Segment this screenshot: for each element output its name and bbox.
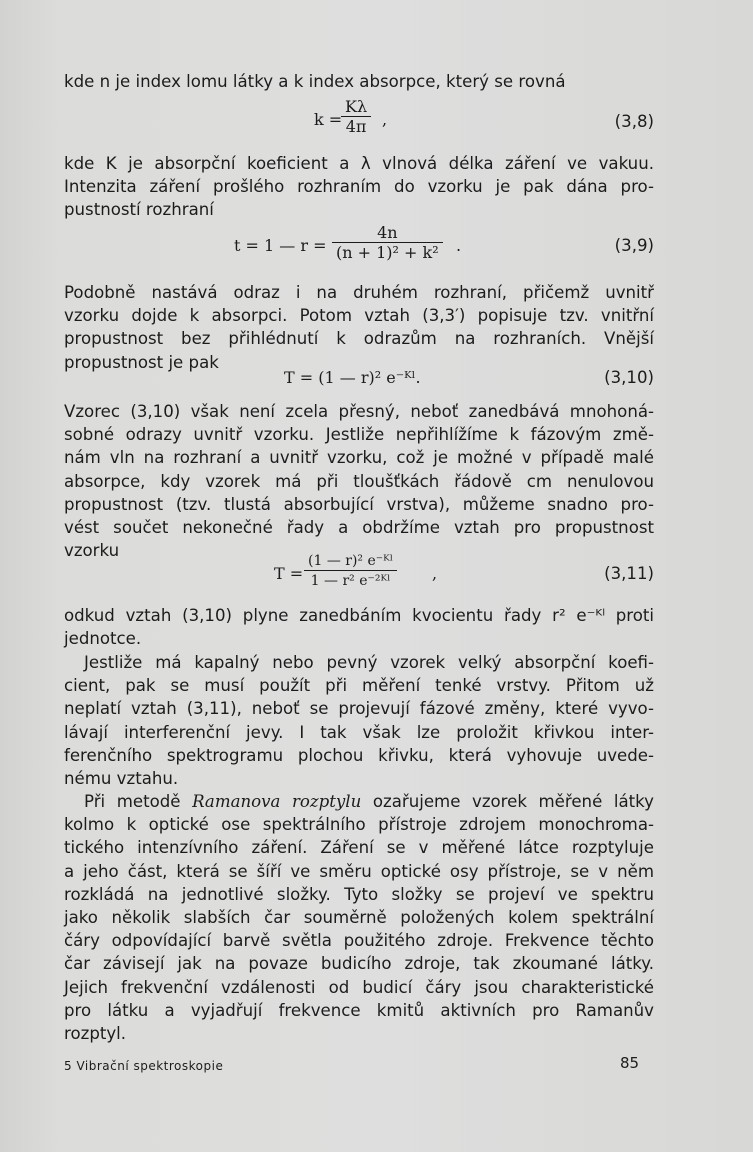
text-line: vzorku dojde k absorpci. Potom vztah (3,3′) popisuje tzv. vnitřní	[64, 306, 654, 326]
paragraph-1	[64, 70, 654, 93]
text-line: jako několik slabších čar souměrně položených kolem spektrální	[64, 908, 654, 928]
text-line: pro látku a vyjadřují frekvence kmitů aktivních pro Ramanův	[64, 1000, 654, 1020]
paragraph-5	[64, 604, 654, 650]
text-line: absorpce, kdy vzorek má při tloušťkách řádově cm nenulovou	[64, 471, 654, 491]
text-line: propustnost bez přihlédnutí k odrazům na rozhraních. Vnější	[64, 329, 654, 349]
text-line: čar závisejí jak na povaze budicího zdroje, tak zkoumané látky.	[64, 954, 654, 974]
text-fragment: ozařujeme vzorek měřené látky	[361, 792, 654, 811]
eq-tail: ,	[432, 564, 438, 583]
eq-fraction	[332, 224, 443, 263]
equation-number: (3,11)	[604, 564, 654, 583]
text-line: propustnost (tzv. tlustá absorbující vrstva), můžeme snadno pro-	[64, 494, 654, 514]
text-line: rozkládá na jednotlivé složky. Tyto složky se projeví ve spektru	[64, 884, 654, 904]
text-line: kde n je index lomu látky a k index absorpce, který se rovná	[64, 72, 566, 91]
equation-3-11	[64, 554, 654, 594]
text-line: rozptyl.	[64, 1024, 127, 1044]
equation-3-9	[64, 224, 654, 264]
paragraph-2	[64, 152, 654, 222]
text-line: vést součet nekonečné řady a obdržíme vztah pro propustnost	[64, 518, 654, 538]
equation-number: (3,9)	[614, 236, 654, 255]
text-line: Podobně nastává odraz i na druhém rozhraní, přičemž uvnitř	[64, 283, 654, 302]
text-line: jednotce.	[64, 629, 142, 649]
text-line: Jejich frekvenční vzdálenosti od budicí čáry jsou charakteristické	[64, 977, 654, 997]
eq-fraction	[304, 552, 397, 591]
eq-denominator: 4π	[345, 117, 367, 136]
text-line	[64, 790, 654, 813]
text-line: cient, pak se musí použít při měření tenké vrstvy. Přitom už	[64, 676, 654, 696]
eq-numerator: 4n	[332, 224, 443, 243]
eq-tail: .	[456, 236, 462, 255]
eq-denominator: 1 — r² e⁻²ᴷˡ	[310, 573, 391, 589]
paragraph-7	[64, 790, 654, 1045]
page-number: 85	[620, 1054, 640, 1072]
text-line: Vzorec (3,10) však není zcela přesný, neboť zanedbává mnohoná-	[64, 402, 654, 421]
paragraph-4	[64, 400, 654, 562]
eq-numerator: (1 — r)² e⁻ᴷˡ	[304, 552, 397, 571]
eq-expression: T = (1 — r)² e⁻ᴷˡ.	[284, 368, 421, 387]
text-line: kde K je absorpční koeficient a λ vlnová délka záření ve vakuu.	[64, 154, 654, 173]
text-line: nému vztahu.	[64, 769, 179, 789]
text-line: a jeho část, která se šíří ve směru optické osy přístroje, se v něm	[64, 861, 654, 881]
paragraph-3	[64, 281, 654, 374]
equation-3-8	[64, 97, 654, 142]
text-line: pustností rozhraní	[64, 200, 214, 220]
text-line: lávají interferenční jevy. I tak však lze proložit křivkou inter-	[64, 722, 654, 742]
text-line: sobné odrazy uvnitř vzorku. Jestliže nepřihlížíme k fázovým změ-	[64, 425, 654, 445]
text-line: čáry odpovídající barvě světla použitého zdroje. Frekvence těchto	[64, 931, 654, 951]
equation-number: (3,8)	[614, 112, 654, 131]
text-line: nám vln na rozhraní a uvnitř vzorku, což je možné v případě malé	[64, 448, 654, 468]
equation-number: (3,10)	[604, 368, 654, 387]
running-footer: 5 Vibrační spektroskopie	[64, 1059, 224, 1073]
text-line: ferenčního spektrogramu plochou křivku, která vyhovuje uvede-	[64, 745, 654, 765]
paragraph-6	[64, 651, 654, 790]
text-line: neplatí vztah (3,11), neboť se projevují fázové změny, které vyvo-	[64, 699, 654, 719]
eq-lhs: k =	[314, 110, 343, 129]
text-line: Intenzita záření prošlého rozhraním do vzorku je pak dána pro-	[64, 177, 654, 197]
eq-lhs: t = 1 — r =	[234, 236, 327, 255]
eq-denominator: (n + 1)² + k²	[336, 243, 439, 262]
text-line: kolmo k optické ose spektrálního přístroje zdrojem monochroma-	[64, 815, 654, 835]
text-fragment: Při metodě	[84, 792, 193, 811]
eq-tail: ,	[382, 110, 388, 129]
eq-numerator: Kλ	[341, 98, 371, 117]
italic-term: Ramanova rozptylu	[192, 792, 362, 811]
eq-lhs: T =	[274, 564, 304, 583]
text-line: Jestliže má kapalný nebo pevný vzorek velký absorpční koefi-	[84, 653, 654, 672]
text-line: odkud vztah (3,10) plyne zanedbáním kvocientu řady r² e⁻ᴷˡ proti	[64, 606, 654, 625]
text-line: vzorku	[64, 541, 120, 561]
text-line: propustnost je pak	[64, 352, 219, 372]
text-line: tického intenzívního záření. Záření se v měřené látce rozptyluje	[64, 838, 654, 858]
eq-fraction	[341, 98, 371, 137]
